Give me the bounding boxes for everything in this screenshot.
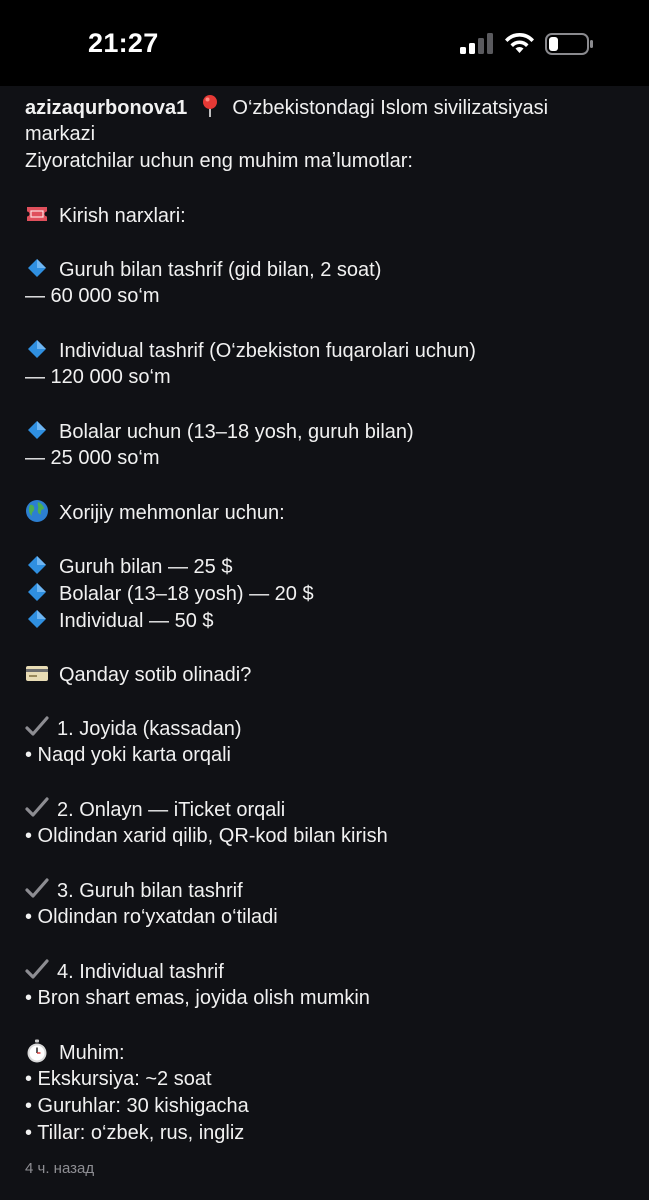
important-item: • Ekskursiya: ~2 soat [25, 1068, 212, 1090]
blue-diamond-icon [25, 553, 49, 577]
status-time: 21:27 [88, 28, 159, 58]
ticket-icon [25, 202, 49, 226]
status-bar [0, 0, 649, 86]
post-intro: Ziyoratchilar uchun eng muhim maʼlumotlar: [25, 150, 413, 172]
blue-diamond-icon [25, 337, 49, 361]
wifi-icon [504, 32, 535, 54]
check-mark-icon [25, 877, 49, 901]
important-item: • Tillar: o‘zbek, rus, ingliz [25, 1122, 245, 1144]
credit-card-icon [25, 661, 49, 685]
local-item-label: Guruh bilan tashrif (gid bilan, 2 soat) [59, 259, 382, 281]
foreign-item: Individual — 50 $ [59, 610, 214, 632]
local-item-label: Individual tashrif (O‘zbekiston fuqarolari uchun) [59, 340, 476, 362]
purchase-detail: • Oldindan xarid qilib, QR-kod bilan kirish [25, 825, 388, 847]
important-heading: Muhim: [59, 1042, 125, 1064]
purchase-title: 3. Guruh bilan tashrif [57, 880, 243, 902]
foreign-item: Guruh bilan — 25 $ [59, 556, 233, 578]
purchase-detail: • Naqd yoki karta orqali [25, 744, 231, 766]
local-item-label: Bolalar uchun (13–18 yosh, guruh bilan) [59, 421, 414, 443]
foreign-heading: Xorijiy mehmonlar uchun: [59, 502, 285, 524]
battery-icon [545, 33, 595, 55]
globe-icon [25, 499, 49, 523]
purchase-heading: Qanday sotib olinadi? [59, 664, 252, 686]
purchase-title: 2. Onlayn — iTicket orqali [57, 799, 286, 821]
local-item-price: — 60 000 so‘m [25, 285, 160, 307]
purchase-detail: • Bron shart emas, joyida olish mumkin [25, 987, 370, 1009]
foreign-item: Bolalar (13–18 yosh) — 20 $ [59, 583, 314, 605]
blue-diamond-icon [25, 580, 49, 604]
check-mark-icon [25, 958, 49, 982]
blue-diamond-icon [25, 418, 49, 442]
purchase-title: 1. Joyida (kassadan) [57, 718, 242, 740]
post-title-line2: markazi [25, 123, 96, 145]
purchase-detail: • Oldindan ro‘yxatdan o‘tiladi [25, 906, 278, 928]
check-mark-icon [25, 796, 49, 820]
important-item: • Guruhlar: 30 kishigacha [25, 1095, 249, 1117]
prices-heading: Kirish narxlari: [59, 205, 186, 227]
post-title-line1: O‘zbekistondagi Islom sivilizatsiyasi [232, 97, 549, 119]
post-timestamp: 4 ч. назад [25, 1160, 95, 1177]
purchase-title: 4. Individual tashrif [57, 961, 224, 983]
local-item-price: — 120 000 so‘m [25, 366, 171, 388]
local-item-price: — 25 000 so‘m [25, 447, 160, 469]
check-mark-icon [25, 715, 49, 739]
blue-diamond-icon [25, 256, 49, 280]
stopwatch-icon [25, 1039, 49, 1063]
round-pushpin-icon [199, 94, 221, 118]
post-caption [25, 94, 625, 1147]
blue-diamond-icon [25, 607, 49, 631]
post-username[interactable]: azizaqurbonova1 [25, 97, 188, 119]
cellular-signal-icon [460, 33, 494, 54]
